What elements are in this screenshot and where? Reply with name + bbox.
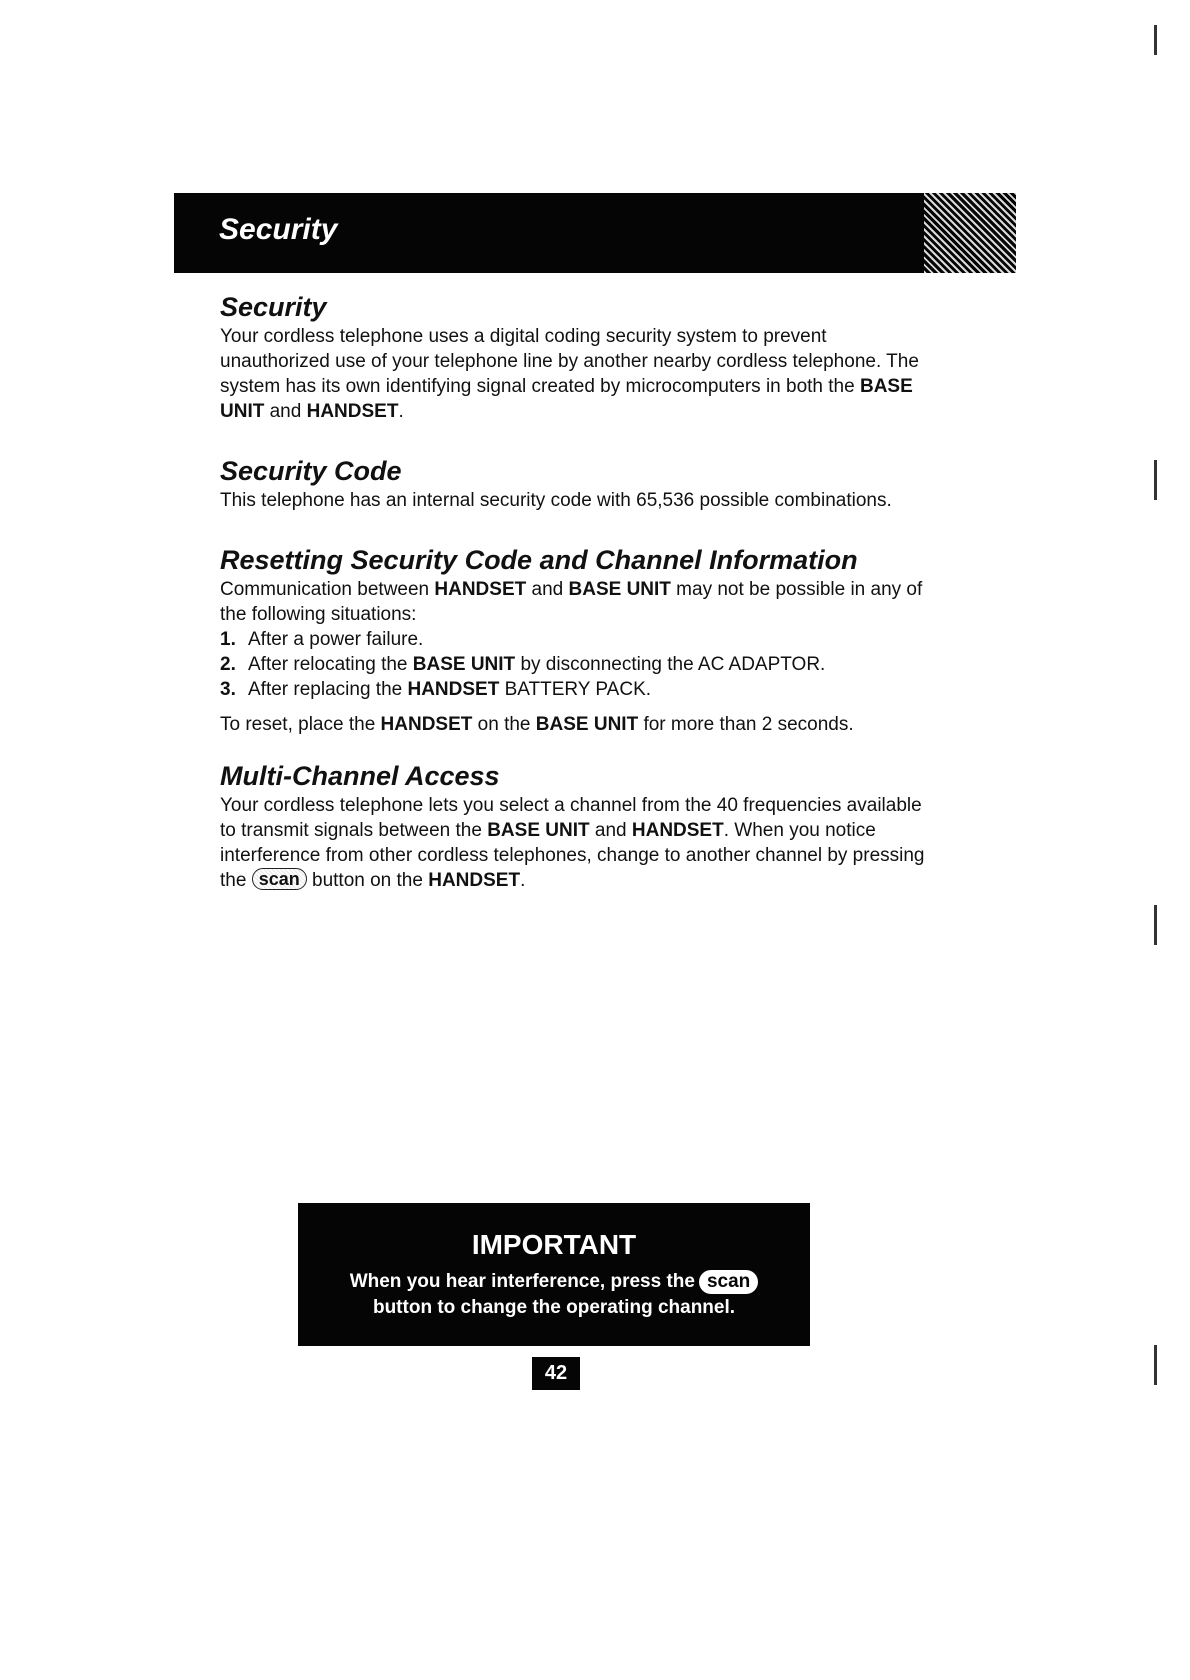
scan-margin-mark <box>1154 460 1157 500</box>
header-bar <box>174 193 1016 273</box>
section-security <box>220 290 940 424</box>
header-scan-noise <box>924 193 1016 273</box>
header-title: Security <box>219 213 338 246</box>
section-security-code <box>220 454 940 513</box>
section-heading-multichannel: Multi-Channel Access <box>220 761 500 791</box>
text-run: Your cordless telephone uses a digital coding security system to prevent unauthorized use of your telephone line by another nearby cordless telephone. The system has its own identifying signal created by microcomputers in both the <box>220 326 919 397</box>
bold-run: BASE UNIT <box>220 376 913 422</box>
situations-list <box>220 627 940 702</box>
security-code-paragraph: This telephone has an internal security code with 65,536 possible combinations. <box>220 490 892 511</box>
multichannel-paragraph <box>220 793 940 893</box>
text-run: Your cordless telephone lets you select a channel from the 40 frequencies available to transmit signals between the <box>220 795 922 841</box>
bold-run: HANDSET <box>407 679 500 700</box>
list-number: 1. <box>220 629 236 650</box>
text-run: To reset, place the <box>220 714 381 735</box>
scan-button-icon: scan <box>252 868 307 890</box>
text-run: After relocating the <box>248 654 413 675</box>
section-heading-resetting: Resetting Security Code and Channel Information <box>220 545 858 575</box>
list-item <box>220 627 940 652</box>
reset-instruction <box>220 712 940 737</box>
important-title: IMPORTANT <box>471 1229 637 1260</box>
text-run: . <box>520 870 526 891</box>
text-run: on the <box>472 714 536 735</box>
list-item <box>220 652 940 677</box>
bold-run: HANDSET <box>306 401 399 422</box>
text-run: . <box>398 401 404 422</box>
list-number: 2. <box>220 654 236 675</box>
section-multichannel <box>220 759 940 893</box>
section-heading-security-code: Security Code <box>220 456 402 486</box>
text-run: When you hear interference, press the <box>349 1271 695 1292</box>
bold-run: HANDSET <box>380 714 473 735</box>
text-run: and <box>526 579 569 600</box>
list-item <box>220 677 940 702</box>
text-run: After a power failure. <box>248 629 424 650</box>
text-run: and <box>589 820 632 841</box>
scan-button-icon: scan <box>699 1270 758 1294</box>
bold-run: HANDSET <box>428 870 521 891</box>
text-run: for more than 2 seconds. <box>638 714 854 735</box>
text-run: After replacing the <box>248 679 408 700</box>
security-paragraph <box>220 324 940 424</box>
text-run: and <box>264 401 307 422</box>
section-heading-security: Security <box>220 292 327 322</box>
list-number: 3. <box>220 679 236 700</box>
section-resetting <box>220 543 940 737</box>
bold-run: HANDSET <box>434 579 527 600</box>
text-run: . When you notice interference from other cordless telephones, change to another channel by pressing the <box>220 820 925 891</box>
text-run: Communication between <box>220 579 435 600</box>
important-notice <box>298 1203 810 1346</box>
bold-run: HANDSET <box>631 820 724 841</box>
scan-margin-mark <box>1154 25 1157 55</box>
scan-margin-mark <box>1154 1345 1157 1385</box>
text-run: button on the <box>306 870 429 891</box>
bold-run: BASE UNIT <box>535 714 639 735</box>
page-number: 42 <box>532 1357 580 1390</box>
page-content <box>220 290 940 893</box>
resetting-intro <box>220 577 940 627</box>
important-text <box>298 1269 810 1321</box>
text-run: may not be possible in any of the following situations: <box>220 579 923 625</box>
bold-run: BASE UNIT <box>487 820 590 841</box>
bold-run: BASE UNIT <box>568 579 671 600</box>
text-run: BATTERY PACK. <box>499 679 652 700</box>
scan-margin-mark <box>1154 905 1157 945</box>
text-run: by disconnecting the AC ADAPTOR. <box>515 654 826 675</box>
text-run: button to change the operating channel. <box>372 1297 736 1318</box>
bold-run: BASE UNIT <box>412 654 516 675</box>
